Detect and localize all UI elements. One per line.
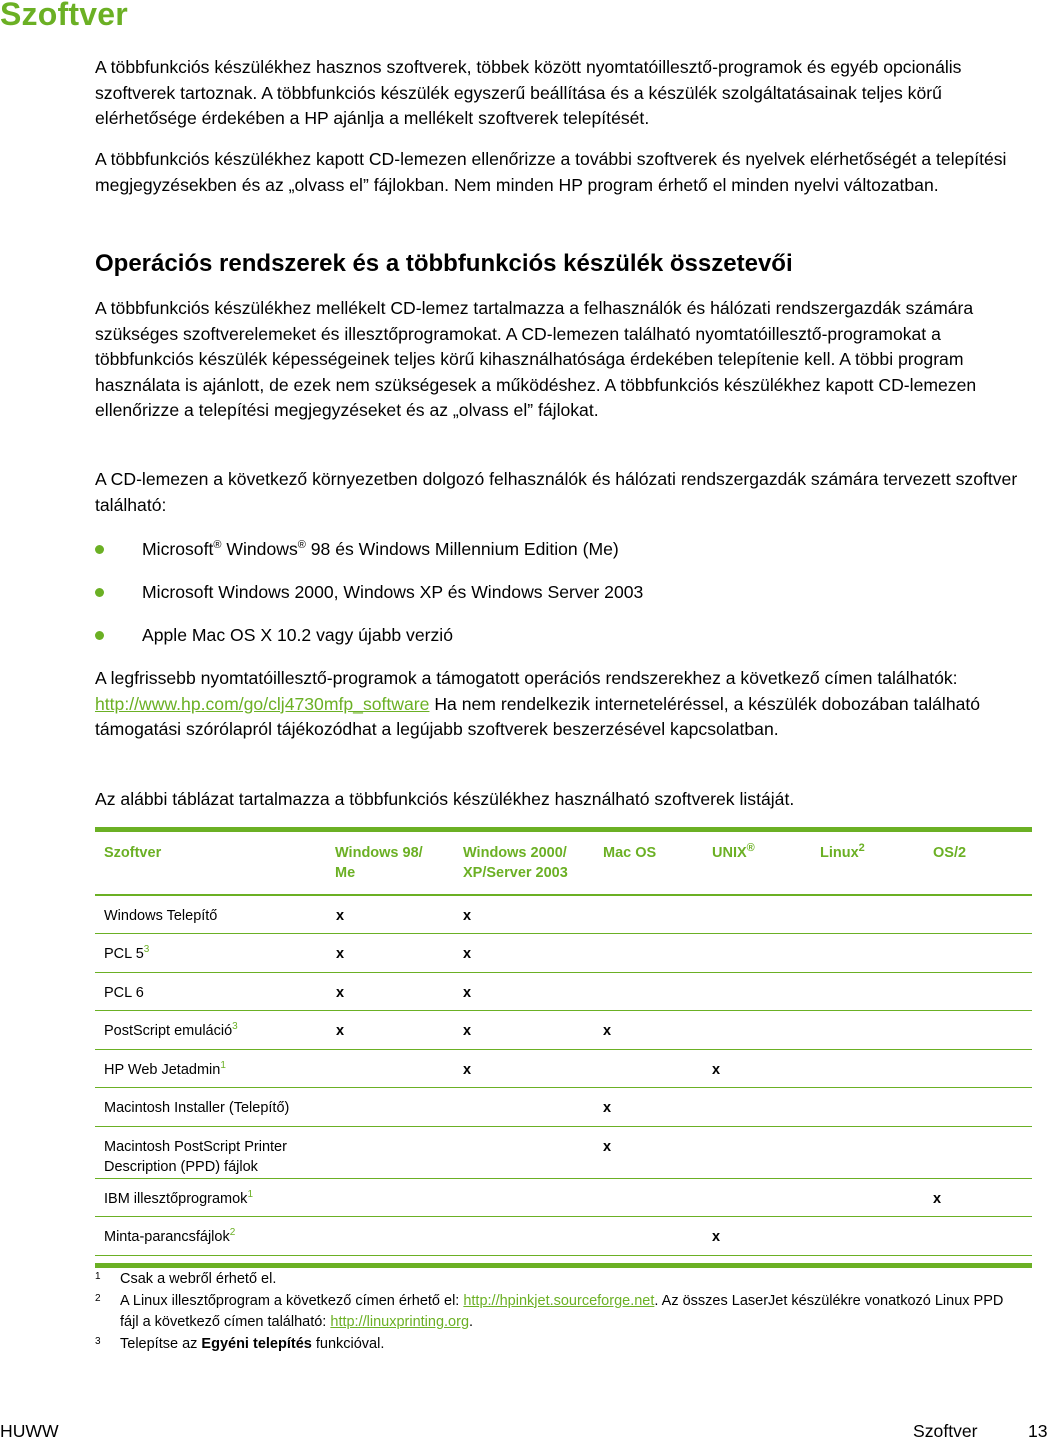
- intro-paragraph-2: A többfunkciós készülékhez kapott CD-lemezen ellenőrizze a további szoftverek és nyelvek elérhetőségét a telepítési megjegyzésekben és az „olvass el” fájlokban. Nem minden HP program érhető el minden nyelvi változatban.: [95, 149, 1007, 195]
- support-mark-unix: x: [712, 1062, 721, 1078]
- support-mark-win2000: x: [463, 946, 472, 962]
- row-software-name: Macintosh PostScript Printer Description (PPD) fájlok: [104, 1139, 287, 1175]
- table-row: [95, 1050, 1032, 1088]
- section-heading: Operációs rendszerek és a többfunkciós készülék összetevői: [95, 250, 793, 277]
- support-mark-win2000: x: [463, 985, 472, 1001]
- table-row: [95, 1179, 1032, 1217]
- bullet-icon: [95, 631, 104, 640]
- support-mark-macos: x: [603, 1100, 612, 1116]
- table-row: [95, 896, 1032, 934]
- support-mark-win98: x: [336, 946, 345, 962]
- row-software-name: Macintosh Installer (Telepítő): [104, 1100, 290, 1116]
- support-mark-win98: x: [336, 1023, 345, 1039]
- col-header-win2000: Windows 2000/ XP/Server 2003: [463, 845, 568, 881]
- software-link[interactable]: http://www.hp.com/go/clj4730mfp_software: [95, 693, 430, 714]
- row-software-name: IBM illesztőprogramok$^1$: [104, 1189, 253, 1207]
- col-header-win98: Windows 98/ Me: [335, 845, 423, 881]
- section-paragraph-1: A többfunkciós készülékhez mellékelt CD-lemez tartalmazza a felhasználók és hálózati rendszergazdák számára szükséges szoftverelemeket és illesztőprogramokat. A CD-lemezen található nyomtatóillesztő-programokat a többfunkciós készülék képességeinek teljes körű kihasználhatósága érdekében telepítenie kell. A többi program használata is ajánlott, de ezek nem szükségesek a működéshez. A többfunkciós készülékhez kapott CD-lemezen ellenőrizze a telepítési megjegyzéseket és az „olvass el” fájlokat.: [95, 298, 977, 420]
- footer-section: Szoftver: [913, 1421, 978, 1441]
- bullet-icon: [95, 545, 104, 554]
- support-mark-win2000: x: [463, 1023, 472, 1039]
- section-paragraph-4: Az alábbi táblázat tartalmazza a többfunkciós készülékhez használható szoftverek listáját.: [95, 789, 795, 809]
- table-row: [95, 973, 1032, 1011]
- row-software-name: PCL $5^3$: [104, 944, 150, 962]
- col-header-linux: Linux$^2$: [820, 842, 865, 861]
- support-mark-win98: x: [336, 985, 345, 1001]
- row-software-name: Windows Telepítő: [104, 908, 218, 924]
- support-mark-unix: x: [712, 1229, 721, 1245]
- intro-paragraph-1: A többfunkciós készülékhez hasznos szoftverek, többek között nyomtatóillesztő-programok és egyéb opcionális szoftverek tartoznak. A többfunkciós készülék egyszerű beállítása és a készülék szolgáltatásainak teljes körű elérhetősége érdekében a HP ajánlja a mellékelt szoftverek telepítését.: [95, 57, 962, 128]
- col-header-software: Szoftver: [104, 845, 162, 861]
- support-mark-win2000: x: [463, 908, 472, 924]
- col-header-os2: OS/2: [933, 845, 967, 861]
- row-software-name: PostScript emuláció$^3$: [104, 1021, 238, 1039]
- support-mark-os2: x: [933, 1191, 942, 1207]
- support-mark-macos: x: [603, 1139, 612, 1155]
- section-paragraph-2: A CD-lemezen a következő környezetben dolgozó felhasználók és hálózati rendszergazdák számára tervezett szoftver található:: [95, 469, 1018, 515]
- table-top-rule: [95, 827, 1032, 832]
- row-software-name: PCL 6: [104, 985, 144, 1001]
- col-header-macos: Mac OS: [603, 845, 657, 861]
- row-software-name: Minta-parancsfájlok$^2$: [104, 1227, 236, 1245]
- linuxprinting-link[interactable]: http://linuxprinting.org: [330, 1314, 470, 1330]
- support-mark-win98: x: [336, 908, 345, 924]
- page-title: Szoftver: [0, 0, 128, 32]
- bullet-icon: [95, 588, 104, 597]
- section-paragraph-3: A legfrissebb nyomtatóillesztő-programok a támogatott operációs rendszerekhez a következő címen találhatók: http://www.hp.com/go/clj4730mfp_software Ha nem rendelkezik interneteléréssel, a készülék dobozában található támogatási szórólapról tájékozódhat a legújabb szoftverek beszerzésével kapcsolatban.: [95, 668, 981, 739]
- support-mark-macos: x: [603, 1023, 612, 1039]
- hpinkjet-link[interactable]: http://hpinkjet.sourceforge.net: [463, 1293, 655, 1309]
- table-bottom-rule: [95, 1263, 1032, 1268]
- col-header-unix: UNIX®: [712, 842, 755, 861]
- support-mark-win2000: x: [463, 1062, 472, 1078]
- table-row: [95, 934, 1032, 973]
- table-row: [95, 1011, 1032, 1050]
- footer-left: HUWW: [0, 1421, 59, 1441]
- table-row: [95, 1127, 1032, 1179]
- table-row: [95, 1217, 1032, 1256]
- table-row: [95, 1088, 1032, 1127]
- row-software-name: HP Web Jetadmin$^1$: [104, 1060, 226, 1078]
- footer-page-number: 13: [1028, 1421, 1048, 1441]
